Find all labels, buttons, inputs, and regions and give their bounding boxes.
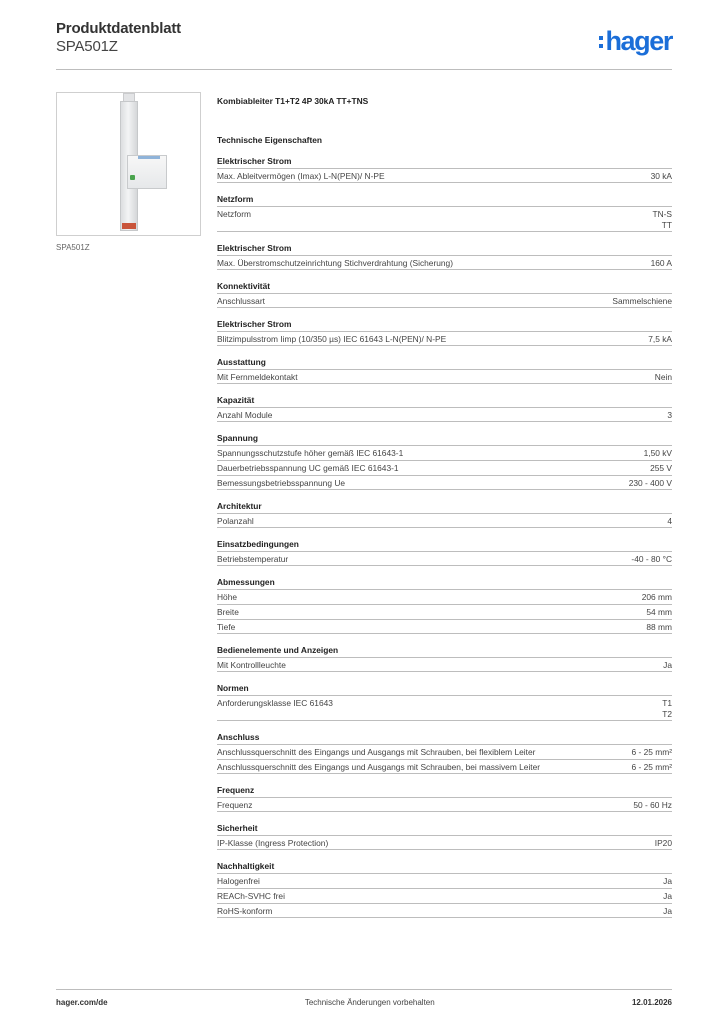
spec-value: 160 A [650, 258, 672, 268]
group-title: Spannung [217, 433, 258, 443]
spec-group [217, 432, 672, 490]
spec-label: Netzform [217, 209, 251, 219]
spec-label: Max. Überstromschutzeinrichtung Stichverdrahtung (Sicherung) [217, 258, 454, 268]
spec-row [217, 407, 672, 422]
spec-groups [217, 155, 672, 918]
spec-value: 6 - 25 mm² [631, 762, 672, 772]
spec-group [217, 538, 672, 566]
spec-value: -40 - 80 °C [631, 554, 672, 564]
spec-row [217, 551, 672, 566]
spec-group [217, 784, 672, 812]
spec-value: 54 mm [646, 607, 672, 617]
product-code: SPA501Z [56, 38, 118, 55]
spec-row [217, 797, 672, 812]
spec-label: IP-Klasse (Ingress Protection) [217, 838, 329, 848]
spec-group [217, 731, 672, 774]
spec-group [217, 242, 672, 270]
spec-value: 3 [667, 410, 672, 420]
spec-row [217, 589, 672, 604]
spec-value: 50 - 60 Hz [633, 800, 672, 810]
spec-row [217, 331, 672, 346]
spec-row [217, 206, 672, 232]
spec-row [217, 759, 672, 774]
group-title: Elektrischer Strom [217, 156, 292, 166]
image-caption: SPA501Z [56, 243, 90, 252]
spec-group [217, 644, 672, 672]
spec-value: T1 T2 [662, 698, 672, 719]
device-label-strip [138, 156, 160, 159]
spec-value: 4 [667, 516, 672, 526]
spec-label: Anschlussquerschnitt des Eingangs und Ausgangs mit Schrauben, bei flexiblem Leiter [217, 747, 536, 757]
group-title: Bedienelemente und Anzeigen [217, 645, 339, 655]
spec-label: REACh-SVHC frei [217, 891, 285, 901]
page-footer [56, 989, 672, 1007]
spec-row [217, 744, 672, 759]
group-title: Konnektivität [217, 281, 271, 291]
spec-group [217, 576, 672, 634]
logo-dots-icon [599, 34, 603, 50]
group-title: Nachhaltigkeit [217, 861, 275, 871]
spec-row [217, 619, 672, 634]
spec-label: Blitzimpulsstrom Iimp (10/350 µs) IEC 61643 L-N(PEN)/ N-PE [217, 334, 447, 344]
group-title: Normen [217, 683, 249, 693]
spec-row [217, 888, 672, 903]
spec-label: Mit Fernmeldekontakt [217, 372, 298, 382]
spec-label: Dauerbetriebsspannung UC gemäß IEC 61643-1 [217, 463, 399, 473]
spec-label: Frequenz [217, 800, 253, 810]
group-title: Sicherheit [217, 823, 258, 833]
spec-row [217, 369, 672, 384]
spec-label: Bemessungsbetriebsspannung Ue [217, 478, 346, 488]
spec-label: Tiefe [217, 622, 236, 632]
device-front-panel [127, 155, 167, 189]
footer-note: Technische Änderungen vorbehalten [304, 998, 435, 1007]
spec-value: 88 mm [646, 622, 672, 632]
spec-group [217, 860, 672, 918]
spec-label: Anzahl Module [217, 410, 273, 420]
device-bottom-terminal [122, 223, 136, 229]
spec-value: 6 - 25 mm² [631, 747, 672, 757]
spec-value: 230 - 400 V [628, 478, 672, 488]
spec-value: Sammelschiene [612, 296, 672, 306]
spec-label: Höhe [217, 592, 238, 602]
spec-label: Spannungsschutzstufe höher gemäß IEC 61643-1 [217, 448, 404, 458]
spec-group [217, 318, 672, 346]
spec-value: 1,50 kV [643, 448, 672, 458]
spec-group [217, 682, 672, 721]
spec-row [217, 835, 672, 850]
spec-row [217, 695, 672, 721]
spec-label: RoHS-konform [217, 906, 273, 916]
spec-label: Polanzahl [217, 516, 254, 526]
spec-label: Anschlussart [217, 296, 265, 306]
spec-row [217, 293, 672, 308]
group-title: Kapazität [217, 395, 255, 405]
spec-row [217, 903, 672, 918]
spec-value: 30 kA [650, 171, 672, 181]
spec-label: Anschlussquerschnitt des Eingangs und Ausgangs mit Schrauben, bei massivem Leiter [217, 762, 541, 772]
hager-logo [599, 28, 672, 55]
spec-row [217, 445, 672, 460]
spec-row [217, 873, 672, 888]
logo-text: hager [605, 26, 672, 56]
spec-value: IP20 [654, 838, 672, 848]
spec-label: Mit Kontrollleuchte [217, 660, 286, 670]
footer-date: 12.01.2026 [631, 998, 672, 1007]
product-image [56, 92, 201, 236]
page-header [56, 20, 672, 70]
spec-value: Ja [663, 906, 672, 916]
section-title: Technische Eigenschaften [217, 135, 323, 145]
spec-row [217, 513, 672, 528]
spec-group [217, 280, 672, 308]
spec-row [217, 475, 672, 490]
document-title: Produktdatenblatt [56, 20, 181, 37]
spec-value: Ja [663, 660, 672, 670]
device-indicator-icon [130, 175, 135, 180]
group-title: Elektrischer Strom [217, 319, 292, 329]
footer-website[interactable]: hager.com/de [56, 998, 108, 1007]
spec-value: Ja [663, 891, 672, 901]
group-title: Abmessungen [217, 577, 275, 587]
group-title: Architektur [217, 501, 262, 511]
group-title: Ausstattung [217, 357, 266, 367]
spec-group [217, 500, 672, 528]
spec-group [217, 155, 672, 183]
spec-value: 7,5 kA [648, 334, 672, 344]
group-title: Frequenz [217, 785, 255, 795]
spec-value: Nein [654, 372, 672, 382]
spec-value: 206 mm [641, 592, 672, 602]
spec-row [217, 657, 672, 672]
spec-label: Breite [217, 607, 239, 617]
spec-label: Betriebstemperatur [217, 554, 289, 564]
spec-group [217, 356, 672, 384]
spec-row [217, 255, 672, 270]
spec-row [217, 604, 672, 619]
spec-label: Anforderungsklasse IEC 61643 [217, 698, 333, 708]
group-title: Anschluss [217, 732, 260, 742]
spec-value: 255 V [650, 463, 672, 473]
spec-value: Ja [663, 876, 672, 886]
group-title: Einsatzbedingungen [217, 539, 299, 549]
spec-value: TN-S TT [652, 209, 672, 230]
spec-label: Halogenfrei [217, 876, 260, 886]
product-name: Kombiableiter T1+T2 4P 30kA TT+TNS [217, 96, 369, 106]
spec-label: Max. Ableitvermögen (Imax) L-N(PEN)/ N-PE [217, 171, 385, 181]
group-title: Netzform [217, 194, 254, 204]
spec-row [217, 460, 672, 475]
spec-group [217, 394, 672, 422]
spec-group [217, 822, 672, 850]
spec-group [217, 193, 672, 232]
group-title: Elektrischer Strom [217, 243, 292, 253]
spec-sheet [217, 96, 672, 928]
spec-row [217, 168, 672, 183]
